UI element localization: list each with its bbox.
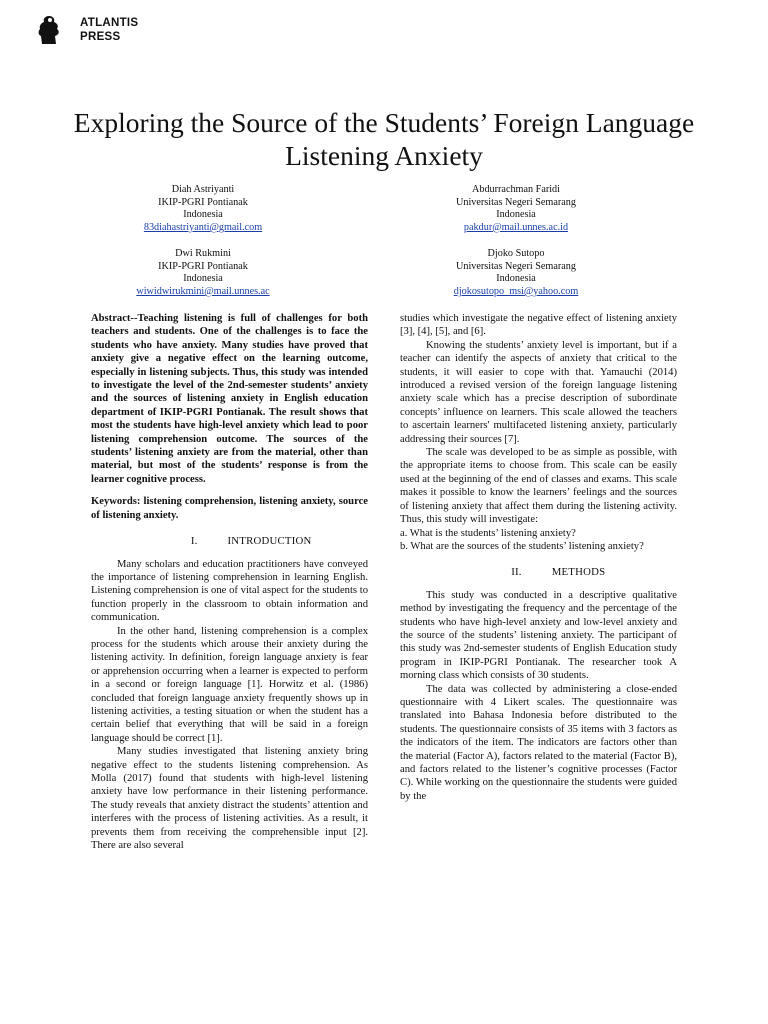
author-name: Abdurrachman Faridi	[472, 184, 560, 195]
section-number: I.	[190, 535, 198, 548]
author-country: Indonesia	[496, 209, 536, 221]
author-name: Dwi Rukmini	[175, 248, 231, 259]
author-3	[88, 248, 318, 298]
paragraph: Many scholars and education practitioners have conveyed the importance of listening comprehension in learning English. Listening comprehension is one of vital aspect for the students to function properly in the classroom to obtain information and communication.	[91, 558, 368, 624]
section-heading-introduction	[91, 535, 368, 548]
paragraph: The data was collected by administering a close-ended questionnaire with 4 Likert scales. The questionnaire was translated into Bahasa Indonesia before distributed to the students. The questionnaire consists of 35 items with 3 factors as the indicators of the item. The indicators are factors other than the material (Factor A), factors related to the material (Factor B), and factors related to the listener’s cognitive processes (Factor C). While working on the questionnaire the students were guided by the	[400, 683, 677, 802]
author-name: Diah Astriyanti	[171, 184, 235, 195]
author-country: Indonesia	[183, 273, 223, 285]
section-heading-methods	[400, 566, 677, 579]
author-1	[88, 184, 318, 234]
section-number: II.	[511, 566, 522, 579]
research-question: b. What are the sources of the students’ listening anxiety?	[400, 540, 644, 552]
author-name: Djoko Sutopo	[487, 248, 545, 259]
section-title: INTRODUCTION	[227, 535, 312, 548]
research-question: a. What is the students’ listening anxiety?	[400, 527, 576, 539]
author-email-link[interactable]: 83diahastriyanti@gmail.com	[143, 221, 263, 233]
abstract: Abstract--Teaching listening is full of challenges for both teachers and students. One of the challenges is to face the students who have anxiety. Many studies have proved that anxiety give a negative effect on the learning outcome, especially in listening subjects. Thus, this study was intended to investigate the level of the 2nd-semester students’ anxiety and the sources of listening anxiety in English education department of IKIP-PGRI Pontianak. The result shows that most the students have high-level anxiety which lead to poor listening comprehension outcome. The sources of the students’ listening anxiety are from the material, other than material, but most of the students’ response is from the learner cognitive process.	[91, 313, 368, 485]
right-column	[400, 312, 677, 803]
left-column	[91, 312, 368, 852]
publisher-name-line2: PRESS	[80, 31, 121, 43]
author-email-link[interactable]: djokosutopo_msi@yahoo.com	[453, 285, 579, 297]
author-2	[401, 184, 631, 234]
publisher-logo	[36, 14, 156, 50]
paragraph: This study was conducted in a descriptive qualitative method by investigating the frequency and the percentage of the students who have high-level anxiety and low-level anxiety and the source of the students’ listening anxiety. The participant of this study was 2nd-semester students of English Education study program in IKIP-PGRI Pontianak. The researcher took A morning class which consists of 30 students.	[400, 589, 677, 682]
author-country: Indonesia	[496, 273, 536, 285]
keywords: Keywords: listening comprehension, listening anxiety, source of listening anxiety.	[91, 496, 368, 521]
author-affiliation: Universitas Negeri Semarang	[456, 260, 576, 272]
author-affiliation: IKIP-PGRI Pontianak	[158, 260, 248, 272]
section-title: METHODS	[551, 566, 606, 579]
paragraph: studies which investigate the negative effect of listening anxiety [3], [4], [5], and [6].	[400, 313, 677, 338]
publisher-name-line1: ATLANTIS	[80, 17, 139, 29]
author-4	[401, 248, 631, 298]
author-affiliation: Universitas Negeri Semarang	[456, 196, 576, 208]
paragraph: Many studies investigated that listening anxiety bring negative effect to the students listening comprehension. As Molla (2017) found that students with high-level listening anxiety have low performance in their listening performance. The study reveals that anxiety distract the students’ attention and interferes with the process of listening activities. As a result, it prevents them from receiving the comprehensible input [2]. There are also several	[91, 746, 368, 852]
author-affiliation: IKIP-PGRI Pontianak	[158, 196, 248, 208]
paragraph: In the other hand, listening comprehension is a complex process for the students which arouse their anxiety during the listening activity. In definition, foreign language anxiety is fear or apprehension occurring when a learner is expected to perform in a second or foreign language [1]. Horwitz et al. (1986) concluded that foreign language anxiety frequently shows up in listening activities, a testing situation or when the student has a certain belief that everything that will be said in a foreign language should be correct [1].	[91, 625, 368, 744]
author-email-link[interactable]: wiwidwirukmini@mail.unnes.ac	[136, 285, 270, 297]
paper-title: Exploring the Source of the Students’ Foreign Language Listening Anxiety	[73, 107, 695, 172]
author-email-link[interactable]: pakdur@mail.unnes.ac.id	[463, 221, 569, 233]
paragraph: Knowing the students’ anxiety level is important, but if a teacher can identify the aspects of anxiety that critical to the students, it will easier to cope with that. Yamauchi (2014) introduced a revised version of the foreign language listening anxiety scale which has a precise description of subordinate concepts’ influence on learners. This scale allowed the teachers to ascertain learners' multifaceted listening anxiety, particularly addressing their sources [7].	[400, 339, 677, 445]
author-country: Indonesia	[183, 209, 223, 221]
paragraph: The scale was developed to be as simple as possible, with the appropriate items to choose from. This scale can be easily used at the beginning of the end of classes and exams. This scale makes it possible to know the learners’ feelings and the sources of listening anxiety that affect them during the listening activity. Thus, this study will investigate:	[400, 447, 677, 526]
atlantis-figure-logo-icon	[36, 14, 62, 46]
